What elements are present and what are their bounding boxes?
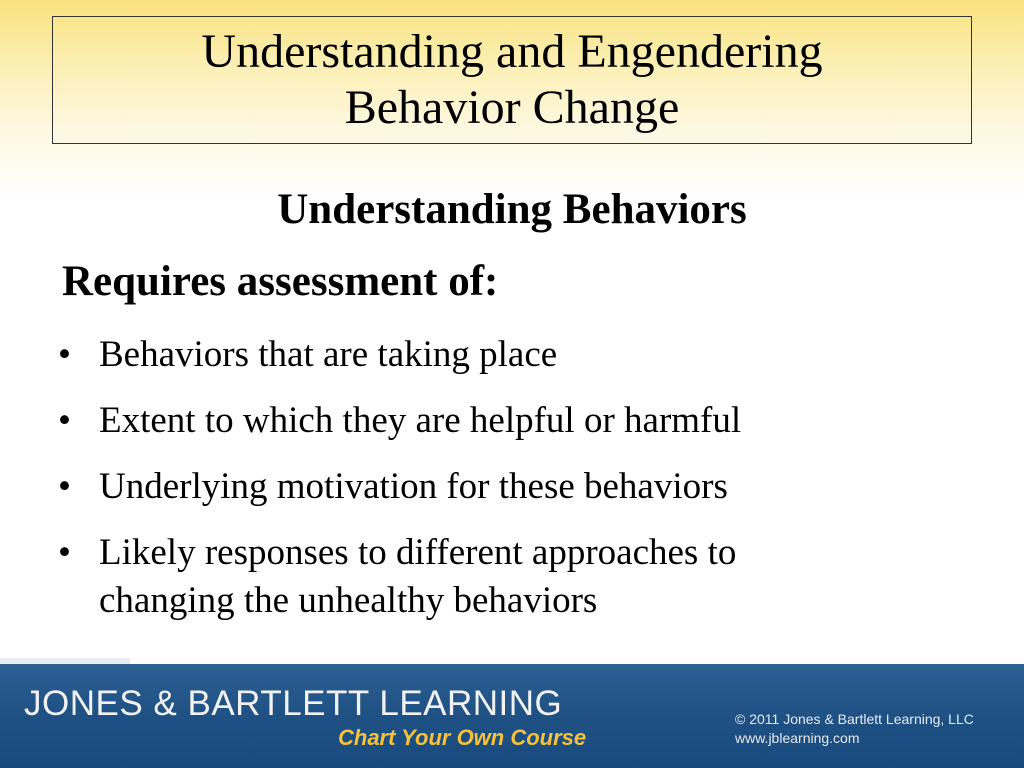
bullet-line: Extent to which they are helpful or harmful xyxy=(99,400,742,441)
footer-banner xyxy=(0,664,1024,768)
title-box xyxy=(52,16,972,144)
bullet-item xyxy=(58,463,958,511)
bullet-text xyxy=(99,463,958,511)
bullet-text xyxy=(99,397,958,445)
title-line-2: Behavior Change xyxy=(344,81,680,134)
bullet-text xyxy=(99,331,958,379)
bullet-marker: • xyxy=(58,334,71,375)
bullet-item xyxy=(58,529,958,625)
copyright-block xyxy=(735,710,974,748)
bullet-line: changing the unhealthy behaviors xyxy=(99,580,598,621)
bullet-item xyxy=(58,331,958,379)
bullet-marker: • xyxy=(58,400,71,441)
website-text: www.jblearning.com xyxy=(735,730,860,746)
bullet-list xyxy=(58,331,958,643)
lead-text: Requires assessment of: xyxy=(62,258,499,305)
bullet-marker: • xyxy=(58,466,71,507)
section-heading: Understanding Behaviors xyxy=(277,186,747,233)
bullet-text xyxy=(99,529,958,625)
publisher-logo-text: JONES & BARTLETT LEARNING xyxy=(24,684,563,723)
copyright-text: © 2011 Jones & Bartlett Learning, LLC xyxy=(735,711,974,727)
bullet-item xyxy=(58,397,958,445)
bullet-line: Likely responses to different approaches to xyxy=(99,532,737,573)
bullet-line: Underlying motivation for these behaviors xyxy=(99,466,728,507)
bullet-line: Behaviors that are taking place xyxy=(99,334,558,375)
title-line-1: Understanding and Engendering xyxy=(201,25,823,78)
bullet-marker: • xyxy=(58,532,71,573)
publisher-tagline: Chart Your Own Course xyxy=(338,725,587,750)
